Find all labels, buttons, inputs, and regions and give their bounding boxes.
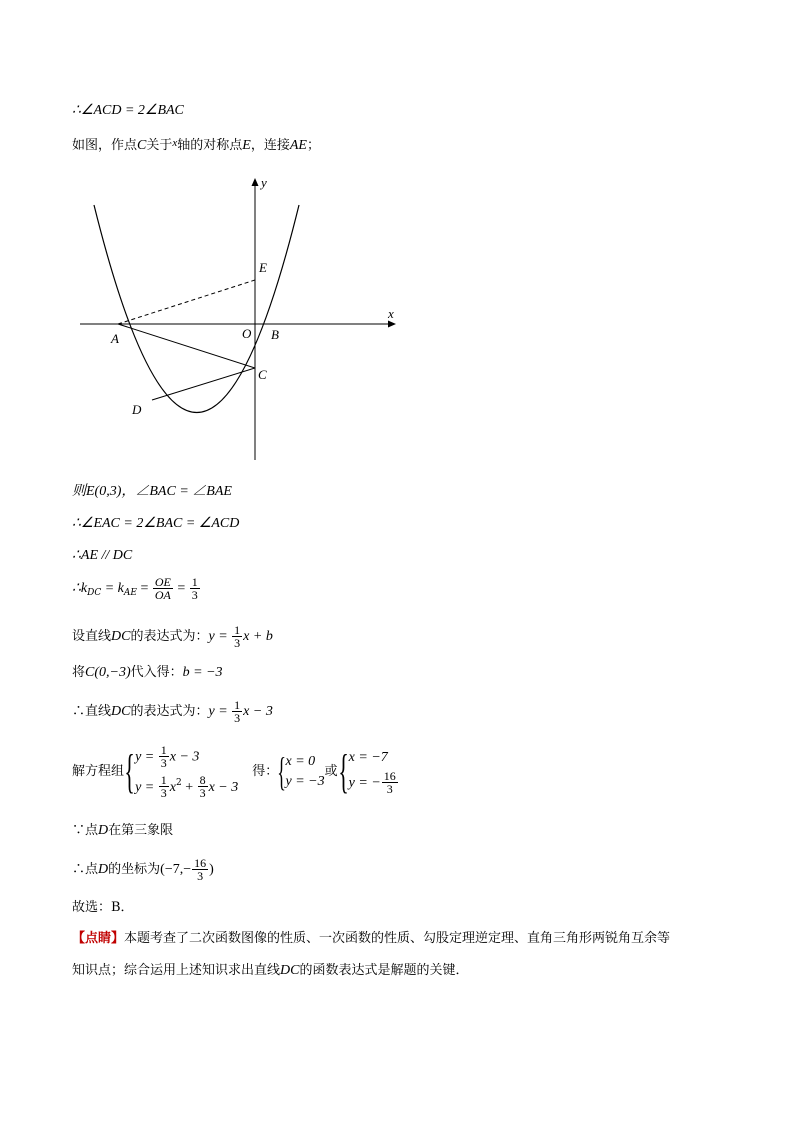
denominator: 3 [234,711,241,725]
x-axis-arrow [388,321,396,328]
subscript-dc: DC [87,588,102,598]
math: y = [208,629,232,644]
parabola-figure [72,170,412,465]
math-dc: DC [111,704,131,719]
label-e: E [259,260,267,275]
text: ∴直线 [72,704,112,719]
text: 或 [324,764,338,779]
denominator: 3 [160,786,167,801]
denominator: 3 [191,588,198,602]
line-e-coord: 则E(0,3)，∠BAC = ∠BAE [72,484,232,499]
math: x − 3 [243,704,273,719]
math-c: C [137,138,147,153]
fraction-one-third [190,576,200,601]
text: 如图，作点 [72,138,138,153]
numerator: 16 [194,856,207,870]
math: y = [135,779,158,795]
math: = [136,581,152,596]
math: y = − [348,775,381,791]
equation-row [135,773,238,800]
math: x [169,779,176,795]
label-b: B [271,327,279,342]
line-d-coordinates [72,857,214,882]
text: ∵点 [72,823,99,838]
fraction-one-third [232,624,242,649]
solution-1 [285,752,324,792]
text: ，连接 [250,138,290,153]
numerator: 16 [383,769,396,783]
math: = k [101,581,124,596]
fraction [198,774,208,799]
text: 的坐标为 [108,862,161,877]
math: b = −3 [182,665,223,680]
numerator: 1 [160,773,167,788]
text: 的函数表达式是解题的关键． [299,963,469,978]
label-c: C [258,367,267,382]
denominator: 3 [160,755,167,770]
math-d: D [98,862,109,877]
denominator: 3 [234,636,241,650]
math: y = [208,704,232,719]
line-dc-expression [72,699,273,724]
fraction-16-3 [192,857,208,882]
math: ) [209,862,214,877]
text: ； [306,138,320,153]
math: = [173,581,189,596]
label-a: A [111,331,119,346]
text: 本题考查了二次函数图像的性质、一次函数的性质、勾股定理逆定理、直角三角形两锐角互余等 [124,931,671,946]
left-brace: { [337,744,349,798]
numerator: OE [154,575,171,589]
text: 关于 [146,138,173,153]
equation-row [349,770,399,795]
line-solve-system [72,740,399,804]
line-answer: 故选：B． [72,900,134,915]
text: 将 [72,665,86,680]
line-third-quadrant [72,822,173,840]
denominator: 3 [197,869,204,883]
denominator: OA [154,588,171,602]
text: 在第三象限 [108,823,174,838]
math: x + b [243,629,273,644]
math: x − 3 [169,749,200,765]
math: y = −3 [285,773,325,789]
text: 的表达式为： [130,629,209,644]
math-e: E [242,138,251,153]
math: x = −7 [348,750,388,765]
math-d: D [98,823,109,838]
numerator: 1 [160,742,167,757]
math-dc: DC [111,629,131,644]
numerator: 1 [191,575,198,589]
equation-row [135,744,238,773]
left-brace: { [124,744,135,798]
math: + [181,779,197,795]
line-angle-eac: ∴∠EAC = 2∠BAC = ∠ACD [72,516,240,531]
fraction [159,744,169,769]
line-construct-e [72,134,320,155]
line-set-dc [72,624,273,649]
superscript: 2 [175,777,182,788]
denominator: 3 [199,786,206,801]
line-parallel: ∴AE // DC [72,548,133,563]
y-axis-arrow [252,178,259,186]
numerator: 1 [234,623,241,637]
text: 解方程组 [72,764,125,779]
dianjing-line-1 [72,923,732,955]
text: 设直线 [72,629,112,644]
math: x = 0 [285,753,316,769]
label-y: y [261,175,267,190]
numerator: 1 [234,698,241,712]
dianjing-line-2 [72,955,732,987]
line-slope [72,576,201,602]
line-substitute-c [72,664,223,682]
math: (−7,− [160,862,192,877]
text: 轴的对称点 [177,138,243,153]
math: y = [135,749,158,765]
math: C(0,−3) [85,665,131,680]
label-x: x [388,306,394,321]
text: 的表达式为： [130,704,209,719]
fraction-one-third [232,699,242,724]
solution-2 [349,748,399,795]
segment-dc [152,368,255,400]
subscript-ae: AE [123,588,137,598]
label-o: O [242,326,252,341]
text: 代入得： [130,665,183,680]
fraction [159,774,169,799]
math-dc: DC [280,963,300,978]
left-brace: { [277,748,287,794]
parabola-curve [94,205,299,413]
math: ∴k [72,581,88,596]
equation-system [135,744,238,800]
line-angle-acd: ∴∠ACD = 2∠BAC [72,103,184,118]
numerator: 8 [199,773,206,788]
math-x: x [172,137,178,149]
dianjing-tag: 【点睛】 [72,931,125,946]
label-d: D [132,402,142,417]
segment-ae-dashed [118,280,255,324]
math: x − 3 [208,779,239,795]
text: ∴点 [72,862,99,877]
text: 知识点；综合运用上述知识求出直线 [72,963,281,978]
math-ae: AE [289,138,307,153]
fraction-oe-oa [153,576,173,601]
text: 得： [252,764,279,779]
fraction [382,770,398,795]
denominator: 3 [386,782,393,796]
dianjing-paragraph [72,923,732,987]
